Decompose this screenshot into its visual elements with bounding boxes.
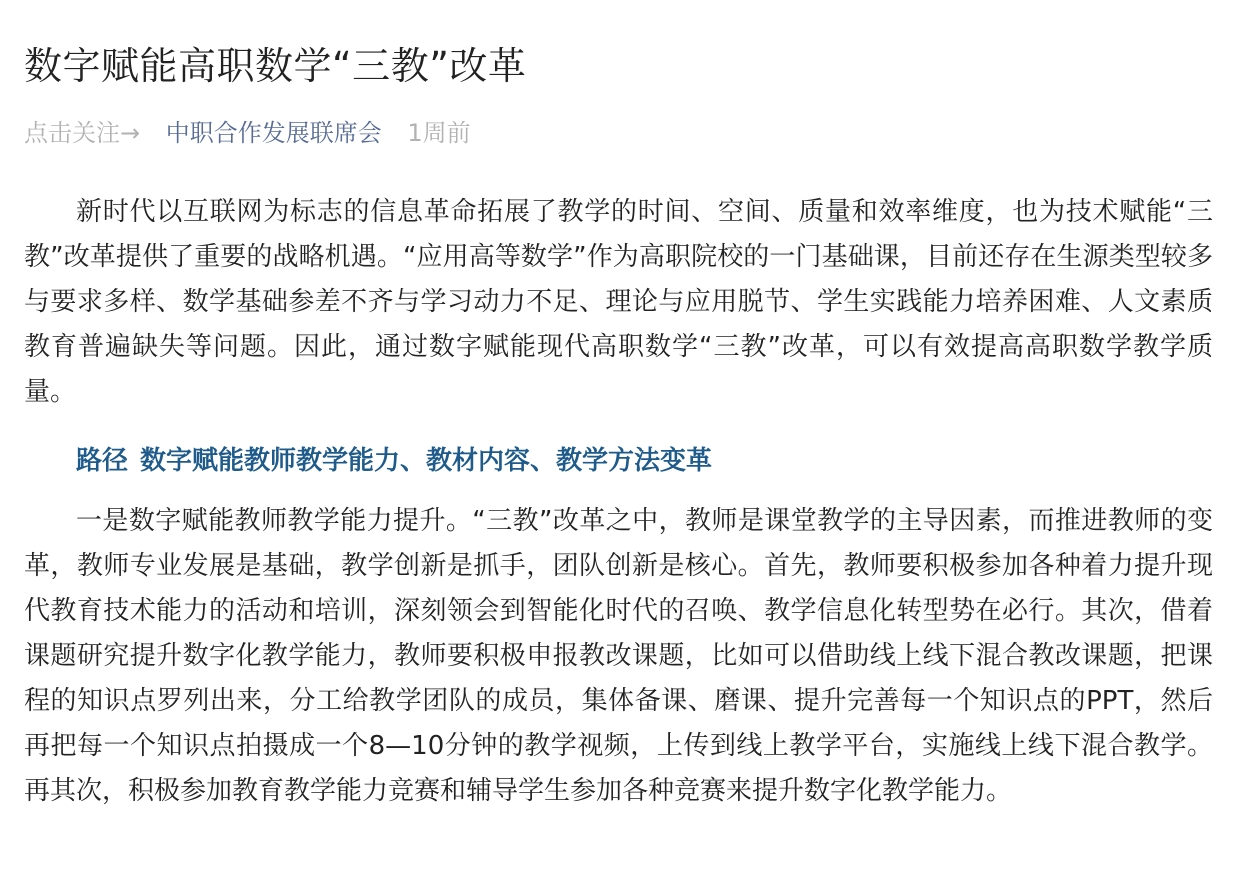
follow-prompt[interactable]: 点击关注→: [24, 119, 141, 147]
section-heading: [24, 441, 1213, 481]
article-title: 数字赋能高职数学“三教”改革: [24, 44, 527, 88]
article-meta: [24, 116, 1213, 150]
article-body: [24, 190, 1213, 814]
section-heading-label: 路径: [76, 446, 129, 476]
paragraph-intro: 新时代以互联网为标志的信息革命拓展了教学的时间、空间、质量和效率维度，也为技术赋能“三教”改革提供了重要的战略机遇。“应用高等数学”作为高职院校的一门基础课，目前还存在生源类型较多与要求多样、数学基础参差不齐与学习动力不足、理论与应用脱节、学生实践能力培养困难、人文素质教育普遍缺失等问题。因此，通过数字赋能现代高职数学“三教”改革，可以有效提高高职数学教学质量。: [24, 197, 1213, 407]
account-name-link[interactable]: 中职合作发展联席会: [165, 119, 382, 147]
paragraph-teacher-ability: 一是数字赋能教师教学能力提升。“三教”改革之中，教师是课堂教学的主导因素，而推进教师的变革，教师专业发展是基础，教学创新是抓手，团队创新是核心。首先，教师要积极参加各种着力提升现代教育技术能力的活动和培训，深刻领会到智能化时代的召唤、教学信息化转型势在必行。其次，借着课题研究提升数字化教学能力，教师要积极申报教改课题，比如可以借助线上线下混合教改课题，把课程的知识点罗列出来，分工给教学团队的成员，集体备课、磨课、提升完善每一个知识点的PPT，然后再把每一个知识点拍摄成一个8—10分钟的教学视频，上传到线上教学平台，实施线上线下混合教学。再其次，积极参加教育教学能力竞赛和辅导学生参加各种竞赛来提升数字化教学能力。: [24, 506, 1213, 806]
publish-time: 1周前: [407, 119, 471, 147]
section-heading-text: 数字赋能教师教学能力、教材内容、教学方法变革: [140, 446, 713, 476]
